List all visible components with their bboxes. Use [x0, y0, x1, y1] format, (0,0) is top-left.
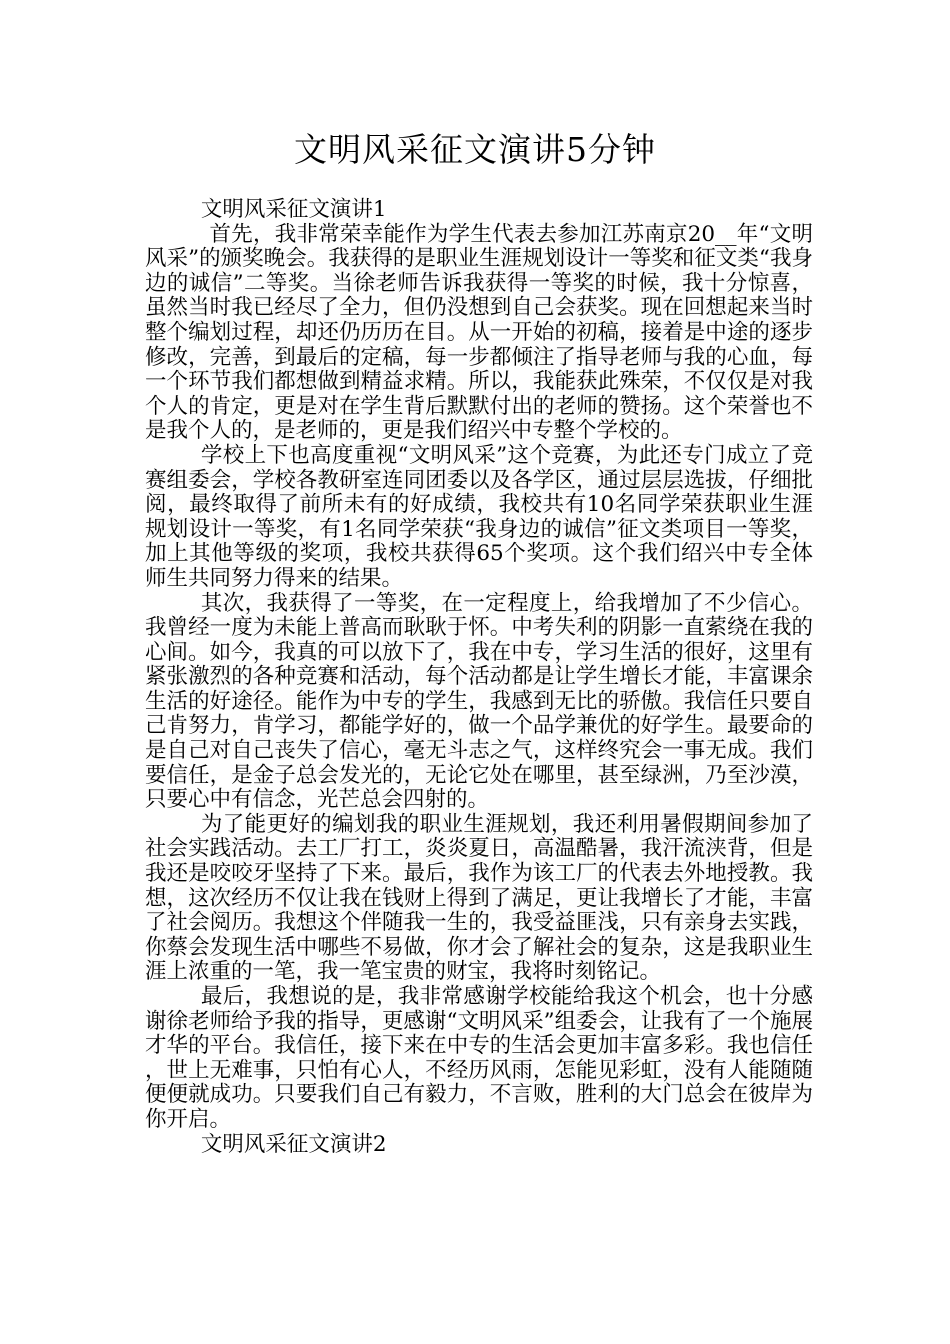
body-paragraph: 其次，我获得了一等奖，在一定程度上，给我增加了不少信心。我曾经一度为未能上普高而耿耿于怀。中考失利的阴影一直萦绕在我的心间。如今，我真的可以放下了，我在中专，学习生活的很好，这里有紧张激烈的各种竞赛和活动，每个活动都是让学生增长才能，丰富课余生活的好途径。能作为中专的学生，我感到无比的骄傲。我信任只要自己肯努力，肯学习，都能学好的，做一个品学兼优的好学生。最要命的是自己对自己丧失了信心，毫无斗志之气，这样终究会一事无成。我们要信任，是金子总会发光的，无论它处在哪里，甚至绿洲，乃至沙漠，只要心中有信念，光芒总会四射的。 — [145, 590, 813, 813]
body-paragraph: 为了能更好的编划我的职业生涯规划，我还利用暑假期间参加了社会实践活动。去工厂打工，炎炎夏日，高温酷暑，我汗流浃背，但是我还是咬咬牙坚持了下来。最后，我作为该工厂的代表去外地授教。我想，这次经历不仅让我在钱财上得到了满足，更让我增长了才能，丰富了社会阅历。我想这个伴随我一生的，我受益匪浅，只有亲身去实践，你蔡会发现生活中哪些不易做，你才会了解社会的复杂，这是我职业生涯上浓重的一笔，我一笔宝贵的财宝，我将时刻铭记。 — [145, 811, 813, 985]
section-heading: 文明风采征文演讲1 — [200, 197, 387, 222]
body-paragraph: 学校上下也高度重视“文明风采”这个竞赛，为此还专门成立了竞赛组委会，学校各教研室连同团委以及各学区，通过层层选拔，仔细批阅，最终取得了前所未有的好成绩，我校共有10名同学荣获职业生涯规划设计一等奖，有1名同学荣获“我身边的诚信”征文类项目一等奖，加上其他等级的奖项，我校共获得65个奖项。这个我们绍兴中专全体师生共同努力得来的结果。 — [145, 442, 813, 591]
body-paragraph: 最后，我想说的是，我非常感谢学校能给我这个机会，也十分感谢徐老师给予我的指导，更感谢“文明风采”组委会，让我有了一个施展才华的平台。我信任，接下来在中专的生活会更加丰富多彩。我也信任，世上无难事，只怕有心人，不经历风雨，怎能见彩虹，没有人能随随便便就成功。只要我们自己有毅力，不言败，胜利的大门总会在彼岸为你开启。 — [145, 984, 813, 1132]
section-heading: 文明风采征文演讲2 — [200, 1131, 387, 1157]
document-title: 文明风采征文演讲5分钟 — [294, 130, 656, 169]
body-paragraph: 首先，我非常荣幸能作为学生代表去参加江苏南京20__年“文明风采”的颁奖晚会。我获得的是职业生涯规划设计一等奖和征文类“我身边的诚信”二等奖。当徐老师告诉我获得一等奖的时候，我十分惊喜，虽然当时我已经尽了全力，但仍没想到自己会获奖。现在回想起来当时整个编划过程，却还仍历历在目。从一开始的初稿，接着是中途的逐步修改，完善，到最后的定稿，每一步都倾注了指导老师与我的心血，每一个环节我们都想做到精益求精。所以，我能获此殊荣，不仅仅是对我个人的肯定，更是对在学生背后默默付出的老师的赞扬。这个荣誉也不是我个人的，是老师的，更是我们绍兴中专整个学校的。 — [145, 221, 813, 444]
document-body — [145, 198, 813, 1157]
